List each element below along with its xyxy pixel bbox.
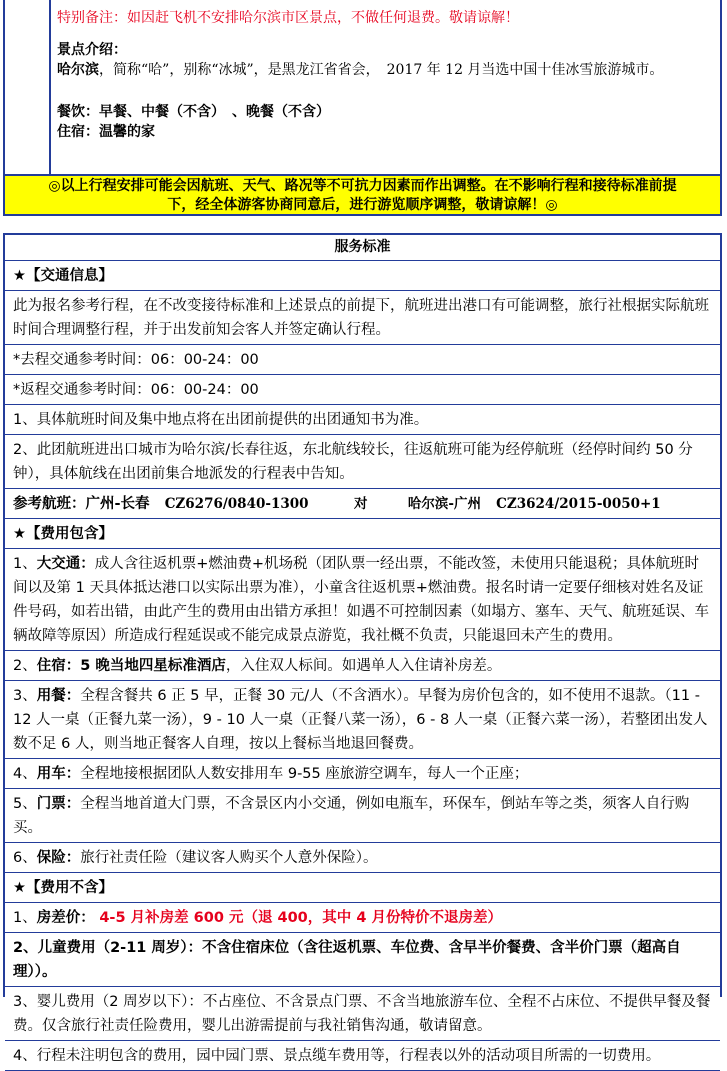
exclude-item-1: 1、房差价： 4-5 月补房差 600 元（退 400，其中 4 月份特价不退房差） <box>5 903 720 933</box>
adjustment-notice-banner <box>5 174 720 214</box>
include-item-5: 5、门票：全程当地首道大门票，不含景区内小交通，例如电瓶车，环保车，倒站车等之类，须客人自行购买。 <box>5 789 720 843</box>
banner-line-2: 下，经全体游客协商同意后，进行游览顺序调整，敬请谅解！◎ <box>167 197 558 213</box>
include-item-1: 1、大交通：成人含往返机票+燃油费+机场税（团队票一经出票，不能改签，未使用只能退税；具体航班时间以及第 1 天具体抵达港口以实际出票为准），小童含往返机票+燃油费。报名时请一定要仔细核对姓名及证件号码，如若出错，由此产生的费用由出错方承担！如遇不可控制因素（如塌方、塞车、天气、航班延误、车辆故障等原因）所造成行程延误或不能完成景点游览，我社概不负责，只能退回未产生的费用。 <box>5 549 720 651</box>
transport-intro: 此为报名参考行程，在不改变接待标准和上述景点的前提下，航班进出港口有可能调整，旅行社根据实际航班时间合理调整行程，并于出发前知会客人并签定确认行程。 <box>5 291 720 345</box>
exclude-3-text: 婴儿费用（2 周岁以下）：不占座位、不含景点门票、不含当地旅游车位、全程不占床位、不提供早餐及餐费。仅含旅行社责任险费用，婴儿出游需提前与我社销售沟通，敬请留意。 <box>13 994 711 1034</box>
exclude-item-4: 4、行程未注明包含的费用，园中园门票、景点缆车费用等，行程表以外的活动项目所需的一切费用。 <box>5 1041 720 1071</box>
include-1-text: 成人含往返机票+燃油费+机场税（团队票一经出票，不能改签，未使用只能退税；具体航班时间以及第 1 天具体抵达港口以实际出票为准），小童含往返机票+燃油费。报名时请一定要仔细核对姓名及证件号码，如若出错，由此产生的费用由出错方承担！如遇不可控制因素（如塌方、塞车、天气、航班延误、车辆故障等原因）所造成行程延误或不能完成景点游览，我社概不负责，只能退回未产生的费用。 <box>13 556 709 644</box>
transport-item-2: 2、此团航班进出口城市为哈尔滨/长春往返，东北航线较长，往返航班可能为经停航班（经停时间约 50 分钟），具体航线在出团前集合地派发的行程表中告知。 <box>5 435 720 489</box>
include-item-2: 2、住宿：5 晚当地四星标准酒店，入住双人标间。如遇单人入住请补房差。 <box>5 651 720 681</box>
reference-flight <box>5 489 720 519</box>
include-6-text: 旅行社责任险（建议客人购买个人意外保险）。 <box>80 850 378 866</box>
flight-vs: 对 <box>353 496 368 512</box>
exclude-1-text: 4-5 月补房差 600 元（退 400，其中 4 月份特价不退房差） <box>99 910 502 926</box>
include-5-text: 全程当地首道大门票，不含景区内小交通，例如电瓶车，环保车，倒站车等之类，须客人自行购买。 <box>13 796 690 836</box>
include-6-label: 保险： <box>36 850 81 866</box>
include-item-3: 3、用餐：全程含餐共 6 正 5 早，正餐 30 元/人（不含酒水）。早餐为房价包含的，如不使用不退款。（11 - 12 人一桌（正餐九菜一汤），9 - 10 人一桌（正餐八菜一汤），6 - 8 人一桌（正餐六菜一汤），若整团出发人数不足 6 人，则当地正餐客人自理，按以上餐标当地退回餐费。 <box>5 681 720 759</box>
special-note: 特别备注：如因赶飞机不安排哈尔滨市区景点，不做任何退费。敬请谅解！ <box>57 10 519 26</box>
banner-line-1: ◎以上行程安排可能会因航班、天气、路况等不可抗力因素而作出调整。在不影响行程和接待标准前提 <box>48 178 677 194</box>
return-time: *返程交通参考时间：06：00-24：00 <box>5 375 720 405</box>
intro-title: 景点介绍： <box>57 42 127 58</box>
transport-header: ★【交通信息】 <box>5 261 720 291</box>
lodging-info: 住宿：温馨的家 <box>57 124 155 140</box>
exclude-1-label: 房差价： <box>36 910 95 926</box>
include-2-label: 住宿：5 晚当地四星标准酒店 <box>36 658 226 674</box>
include-5-label: 门票： <box>36 796 81 812</box>
exclude-2-text: 儿童费用（2-11 周岁）：不含住宿床位（含往返机票、车位费、含早半价餐费、含半价门票（超高自理））。 <box>13 940 681 980</box>
exclude-header: ★【费用不含】 <box>5 873 720 903</box>
transport-item-1: 1、具体航班时间及集中地点将在出团前提供的出团通知书为准。 <box>5 405 720 435</box>
include-3-label: 用餐： <box>36 688 81 704</box>
exclude-4-text: 行程未注明包含的费用，园中园门票、景点缆车费用等，行程表以外的活动项目所需的一切费用。 <box>36 1048 661 1064</box>
intro-paragraph <box>57 60 717 80</box>
day-details <box>57 8 717 142</box>
include-3-text: 全程含餐共 6 正 5 早，正餐 30 元/人（不含酒水）。早餐为房价包含的，如不使用不退款。（11 - 12 人一桌（正餐九菜一汤），9 - 10 人一桌（正餐八菜一汤），6 - 8 人一桌（正餐六菜一汤），若整团出发人数不足 6 人，则当地正餐客人自理，按以上餐标当地退回餐费。 <box>13 688 708 752</box>
intro-city: 哈尔滨 <box>57 62 99 78</box>
include-item-4: 4、用车：全程地接根据团队人数安排用车 9-55 座旅游空调车，每人一个正座； <box>5 759 720 789</box>
meals-info: 餐饮：早餐、中餐（不含） 、晚餐（不含） <box>57 104 330 120</box>
include-header: ★【费用包含】 <box>5 519 720 549</box>
flight-back-label: 哈尔滨-广州 <box>407 496 481 512</box>
intro-text: ，简称“哈”，别称“冰城”，是黑龙江省省会， 2017 年 12 月当选中国十佳冰雪旅游城市。 <box>99 62 664 78</box>
exclude-item-2: 2、儿童费用（2-11 周岁）：不含住宿床位（含往返机票、车位费、含早半价餐费、含半价门票（超高自理））。 <box>5 933 720 987</box>
include-item-6: 6、保险：旅行社责任险（建议客人购买个人意外保险）。 <box>5 843 720 873</box>
flight-back: CZ3624/2015-0050+1 <box>496 496 661 512</box>
itinerary-day-block <box>3 0 722 216</box>
flight-out: CZ6276/0840-1300 <box>164 496 309 512</box>
include-4-label: 用车： <box>36 766 81 782</box>
exclude-item-3: 3、婴儿费用（2 周岁以下）：不占座位、不含景点门票、不含当地旅游车位、全程不占床位、不提供早餐及餐费。仅含旅行社责任险费用，婴儿出游需提前与我社销售沟通，敬请留意。 <box>5 987 720 1041</box>
service-title: 服务标准 <box>5 235 720 261</box>
include-4-text: 全程地接根据团队人数安排用车 9-55 座旅游空调车，每人一个正座； <box>80 766 529 782</box>
include-2-text: ，入住双人标间。如遇单人入住请补房差。 <box>225 658 502 674</box>
include-1-label: 大交通： <box>36 556 95 572</box>
column-divider <box>49 0 51 174</box>
flight-label: 参考航班：广州-长春 <box>13 496 150 512</box>
service-standard-table <box>3 233 722 1064</box>
depart-time: *去程交通参考时间：06：00-24：00 <box>5 345 720 375</box>
